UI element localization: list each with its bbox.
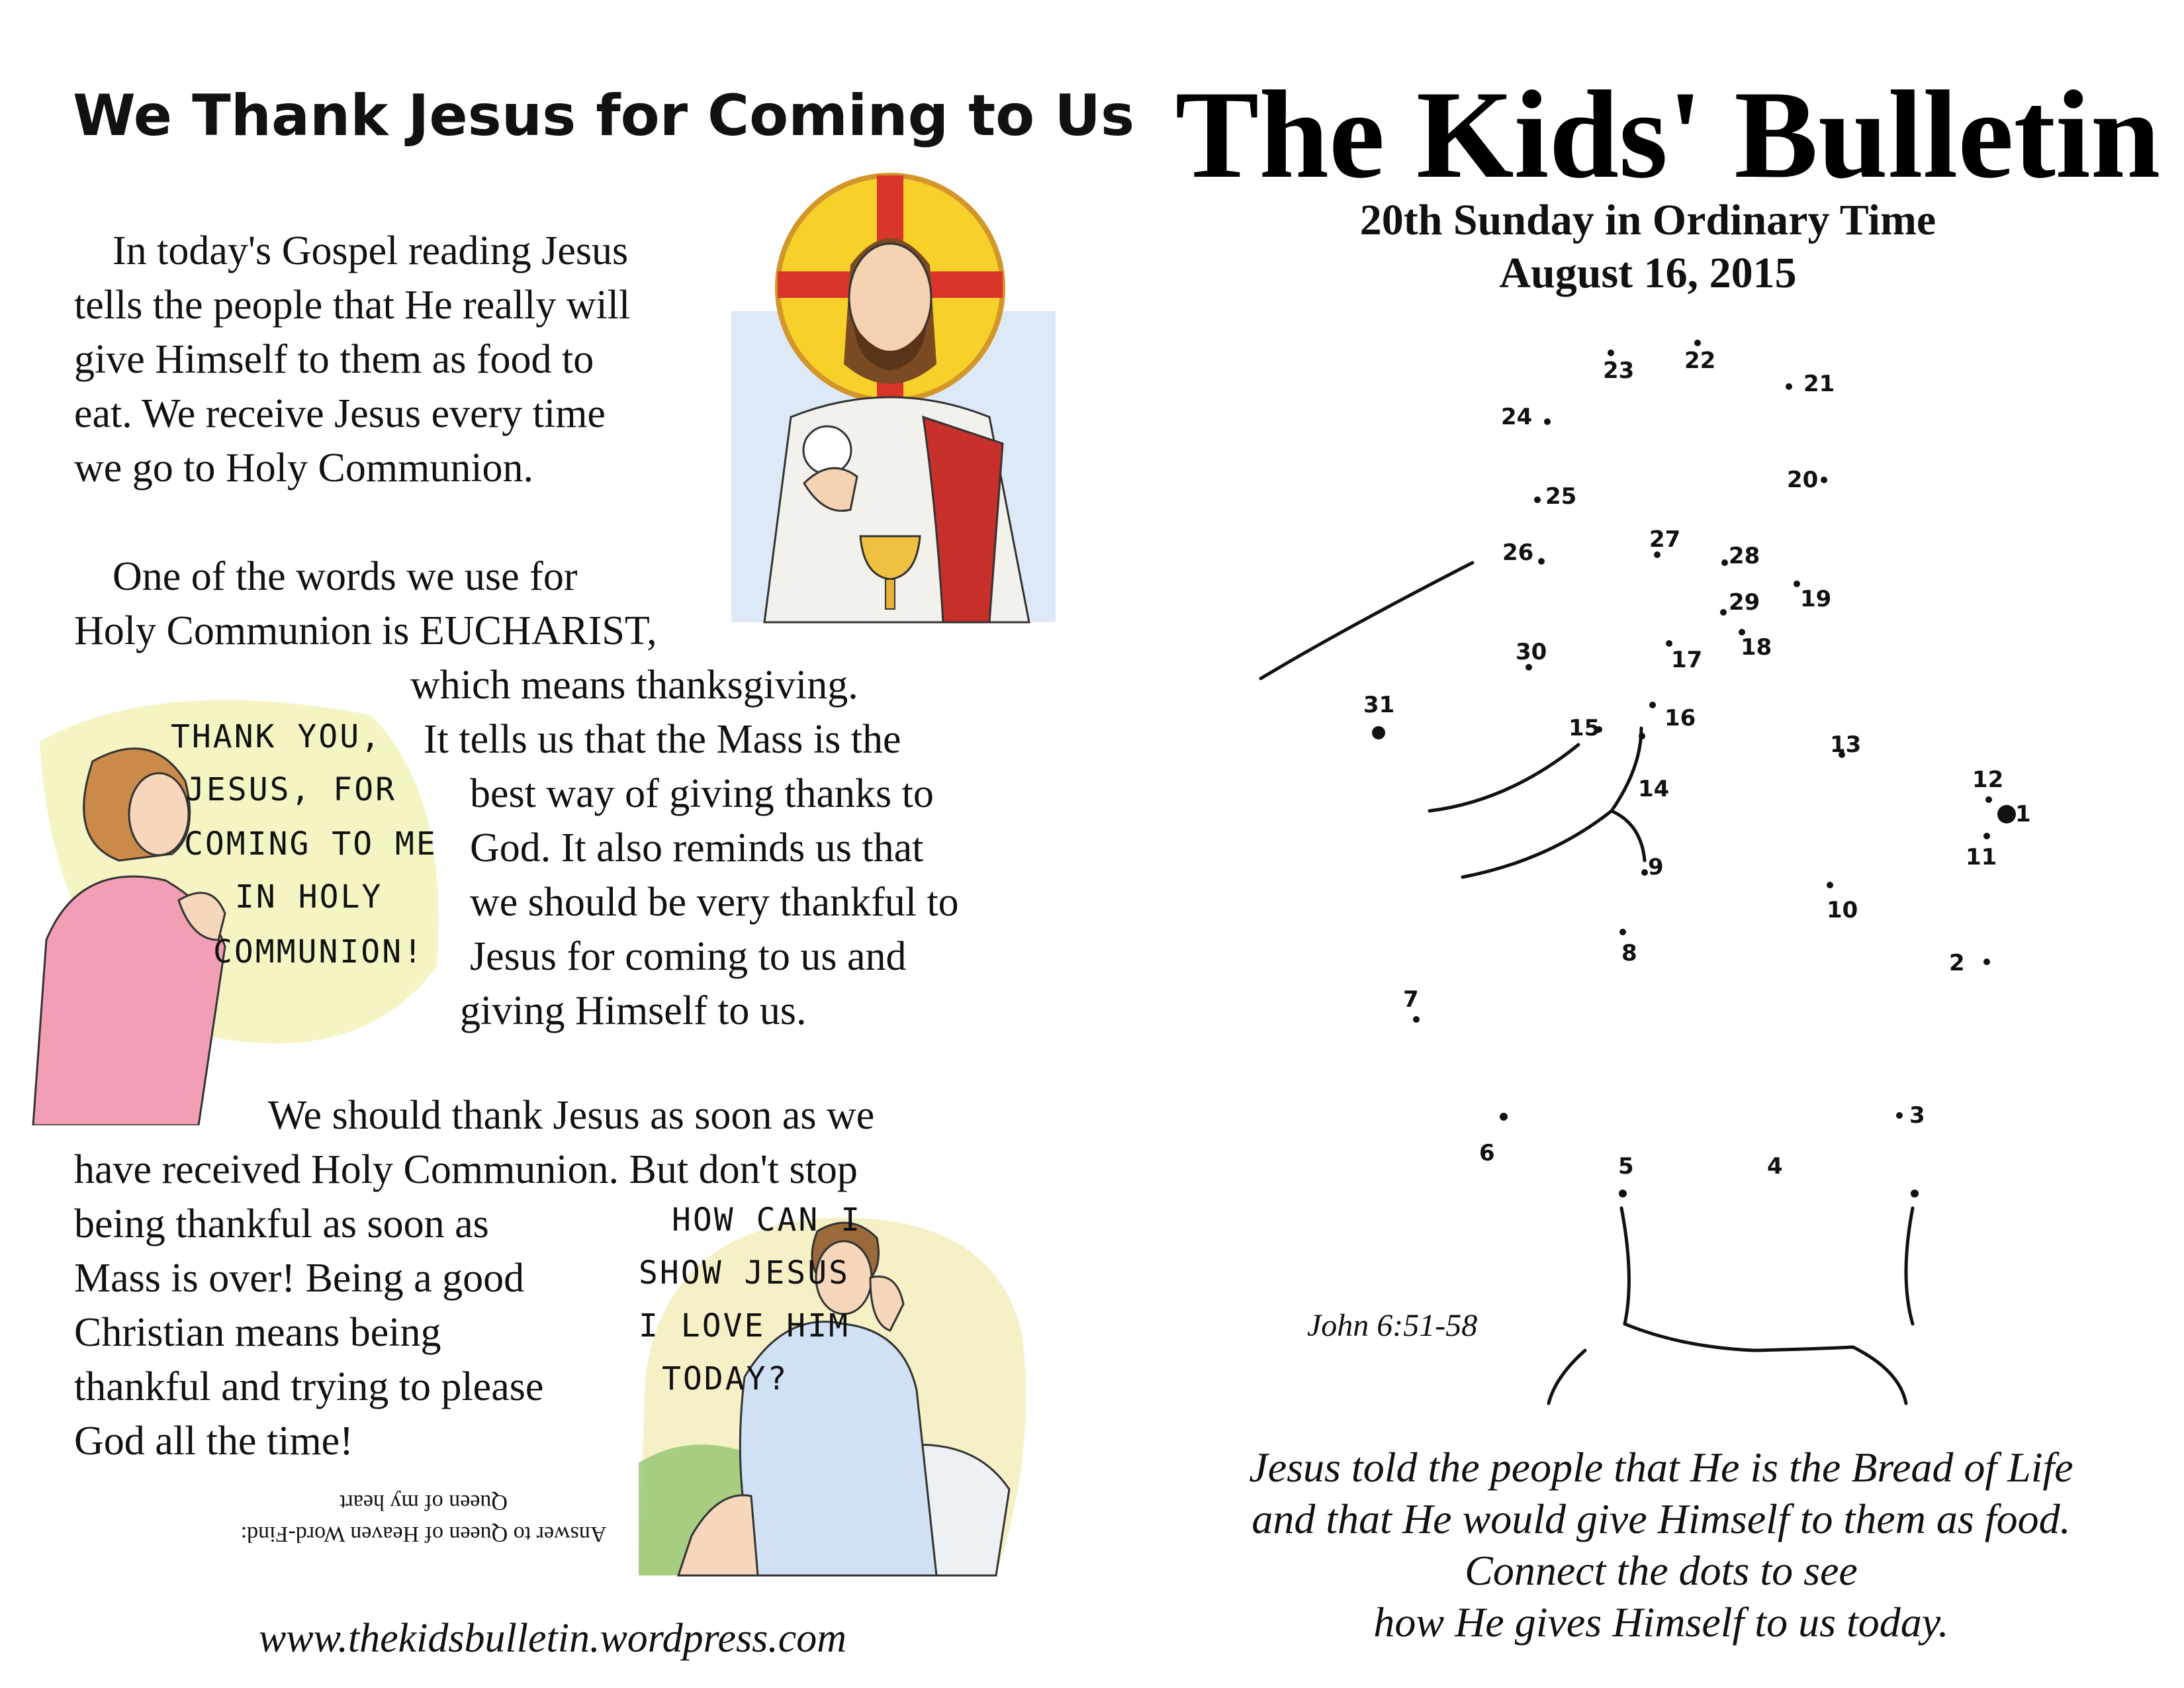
dot-number-label: 31 bbox=[1363, 692, 1395, 718]
girl-speech-line: COMING TO ME bbox=[184, 825, 437, 863]
dot-number-label: 8 bbox=[1621, 940, 1637, 966]
website-url: www.thekidsbulletin.wordpress.com bbox=[258, 1616, 847, 1661]
paragraph3-line: Christian means being bbox=[74, 1310, 441, 1355]
dot-number-label: 27 bbox=[1649, 526, 1681, 553]
liturgical-day: 20th Sunday in Ordinary Time bbox=[1359, 196, 1936, 244]
girl-speech-line: IN HOLY bbox=[235, 878, 383, 915]
girl-speech-line: COMMUNION! bbox=[213, 933, 424, 970]
paragraph3-line: thankful and trying to please bbox=[74, 1364, 544, 1409]
dot-number-label: 20 bbox=[1787, 467, 1819, 493]
bulletin-title: The Kids' Bulletin bbox=[1175, 66, 2161, 205]
paragraph3-line: We should thank Jesus as soon as we bbox=[268, 1093, 875, 1138]
paragraph2-line: best way of giving thanks to bbox=[470, 771, 934, 816]
dot-number-label: 22 bbox=[1684, 348, 1716, 374]
paragraph3-line: God all the time! bbox=[74, 1419, 353, 1464]
dot-number-label: 30 bbox=[1516, 639, 1547, 665]
dot-number-label: 6 bbox=[1479, 1140, 1495, 1166]
dot-number-label: 4 bbox=[1767, 1153, 1783, 1180]
jesus-eucharist-illustration bbox=[725, 165, 1062, 629]
dot-number-label: 23 bbox=[1603, 357, 1635, 384]
dot-number-label: 17 bbox=[1671, 647, 1703, 673]
paragraph1-line: we go to Holy Communion. bbox=[74, 445, 534, 491]
paragraph2-line: giving Himself to us. bbox=[460, 988, 807, 1033]
paragraph2-line: It tells us that the Mass is the bbox=[424, 717, 901, 762]
answer-key-line: Queen of my heart bbox=[340, 1490, 508, 1515]
dot-number-label: 11 bbox=[1966, 844, 1997, 870]
dot-number-label: 21 bbox=[1803, 371, 1835, 397]
paragraph1-line: eat. We receive Jesus every time bbox=[74, 391, 606, 436]
paragraph2-line: which means thanksgiving. bbox=[410, 663, 858, 708]
paragraph3-line: Mass is over! Being a good bbox=[74, 1256, 525, 1301]
boy-speech-line: HOW CAN I bbox=[672, 1201, 862, 1239]
puzzle-caption-line: Jesus told the people that He is the Bread of Life bbox=[1249, 1444, 2073, 1491]
paragraph3-line: have received Holy Communion. But don't stop bbox=[74, 1147, 858, 1192]
dot-number-label: 7 bbox=[1403, 986, 1419, 1013]
paragraph1-line: give Himself to them as food to bbox=[74, 337, 594, 382]
puzzle-caption-line: Connect the dots to see bbox=[1465, 1547, 1858, 1594]
left-page-title: We Thank Jesus for Coming to Us bbox=[73, 83, 1135, 149]
dot-number-label: 28 bbox=[1729, 543, 1760, 569]
girl-speech-line: JESUS, FOR bbox=[185, 771, 396, 808]
paragraph1-line: In today's Gospel reading Jesus bbox=[113, 228, 629, 273]
answer-key-upside-down bbox=[238, 1486, 609, 1550]
paragraph2-line: Jesus for coming to us and bbox=[470, 934, 907, 979]
paragraph2-line: Holy Communion is EUCHARIST, bbox=[74, 608, 657, 653]
dot-number-label: 2 bbox=[1949, 950, 1965, 976]
paragraph2-line: One of the words we use for bbox=[113, 554, 578, 599]
dot-number-label: 24 bbox=[1501, 404, 1533, 430]
dot-number-label: 19 bbox=[1800, 586, 1832, 612]
boy-speech-line: I LOVE HIM bbox=[639, 1307, 850, 1344]
dot-number-label: 10 bbox=[1827, 897, 1858, 923]
dot-number-label: 3 bbox=[1909, 1102, 1925, 1129]
dot-number-label: 1 bbox=[2015, 801, 2031, 827]
puzzle-caption-line: and that He would give Himself to them as food. bbox=[1251, 1495, 2071, 1542]
scripture-reference: John 6:51-58 bbox=[1307, 1308, 1478, 1343]
boy-speech-line: SHOW JESUS bbox=[639, 1254, 850, 1291]
girl-speech-line: THANK YOU, bbox=[171, 718, 382, 755]
paragraph1-line: tells the people that He really will bbox=[74, 283, 631, 328]
answer-key-line: Answer to Queen of Heaven Word-Find: bbox=[240, 1522, 607, 1546]
connect-the-dots-puzzle bbox=[1244, 318, 2078, 1443]
paragraph2-line: God. It also reminds us that bbox=[470, 825, 924, 870]
dot-number-label: 16 bbox=[1664, 705, 1696, 731]
dot-number-label: 15 bbox=[1569, 715, 1600, 741]
dot-number-label: 5 bbox=[1618, 1153, 1634, 1180]
dot-number-label: 13 bbox=[1830, 731, 1862, 758]
boy-speech-line: TODAY? bbox=[662, 1360, 789, 1397]
bulletin-date: August 16, 2015 bbox=[1499, 249, 1797, 297]
dot-number-label: 25 bbox=[1545, 483, 1577, 510]
dot-number-label: 12 bbox=[1972, 767, 2004, 793]
dot-number-label: 26 bbox=[1502, 539, 1534, 566]
dot-number-label: 18 bbox=[1741, 634, 1772, 661]
puzzle-caption-line: how He gives Himself to us today. bbox=[1373, 1599, 1949, 1646]
paragraph3-line: being thankful as soon as bbox=[74, 1201, 489, 1246]
dot-number-label: 29 bbox=[1729, 589, 1760, 616]
dot-number-label: 14 bbox=[1638, 776, 1670, 802]
paragraph2-line: we should be very thankful to bbox=[470, 880, 959, 925]
dot-number-label: 9 bbox=[1648, 854, 1664, 880]
